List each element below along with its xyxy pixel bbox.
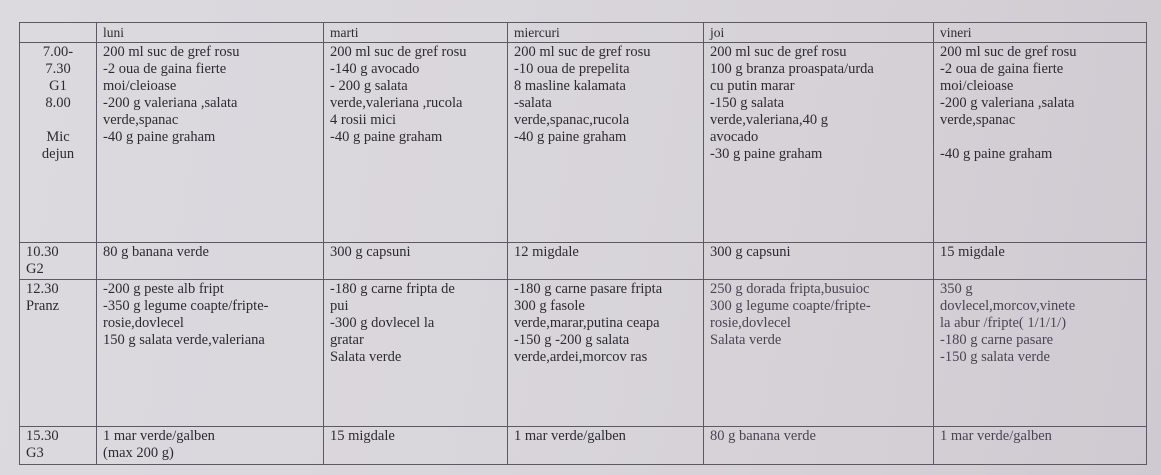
meal-cell: 200 ml suc de gref rosu -140 g avocado - 200 g salata verde,valeriana ,rucola 4 rosii mici -40 g paine graham [324,43,508,243]
meal-cell: 15 migdale [934,243,1147,280]
day-header: vineri [934,23,1147,43]
meal-cell: 1 mar verde/galben [508,427,704,465]
meal-cell: 200 ml suc de gref rosu 100 g branza proaspata/urda cu putin marar -150 g salata verde,valeriana,40 g avocado -30 g paine graham [704,43,934,243]
time-label: 15.30 G3 [20,427,97,465]
time-label: 7.00- 7.30 G1 8.00 Mic dejun [20,43,97,243]
meal-cell: 200 ml suc de gref rosu -10 oua de prepelita 8 masline kalamata -salata verde,spanac,rucola -40 g paine graham [508,43,704,243]
meal-cell: -180 g carne fripta de pui -300 g dovlecel la gratar Salata verde [324,280,508,427]
meal-cell: 1 mar verde/galben (max 200 g) [97,427,324,465]
day-header: marti [324,23,508,43]
time-label: 12.30 Pranz [20,280,97,427]
header-row [20,23,1147,43]
meal-cell: 250 g dorada fripta,busuioc 300 g legume coapte/fripte- rosie,dovlecel Salata verde [704,280,934,427]
corner-cell [20,23,97,43]
meal-row-breakfast [20,43,1147,243]
meal-row-snack-2 [20,427,1147,465]
meal-cell: 300 g capsuni [324,243,508,280]
time-label: 10.30 G2 [20,243,97,280]
meal-row-snack-1 [20,243,1147,280]
meal-cell: 80 g banana verde [97,243,324,280]
day-header: miercuri [508,23,704,43]
meal-cell: 15 migdale [324,427,508,465]
meal-cell: -200 g peste alb fript -350 g legume coapte/fripte- rosie,dovlecel 150 g salata verde,valeriana [97,280,324,427]
day-header: joi [704,23,934,43]
meal-cell: 12 migdale [508,243,704,280]
meal-plan-table [19,22,1147,465]
meal-cell: 80 g banana verde [704,427,934,465]
meal-cell: 300 g capsuni [704,243,934,280]
meal-cell: 1 mar verde/galben [934,427,1147,465]
meal-row-lunch [20,280,1147,427]
meal-cell: 200 ml suc de gref rosu -2 oua de gaina fierte moi/cleioase -200 g valeriana ,salata verde,spanac -40 g paine graham [97,43,324,243]
day-header: luni [97,23,324,43]
meal-cell: 200 ml suc de gref rosu -2 oua de gaina fierte moi/cleioase -200 g valeriana ,salata verde,spanac -40 g paine graham [934,43,1147,243]
meal-cell: -180 g carne pasare fripta 300 g fasole verde,marar,putina ceapa -150 g -200 g salata verde,ardei,morcov ras [508,280,704,427]
meal-cell: 350 g dovlecel,morcov,vinete la abur /fripte( 1/1/1/) -180 g carne pasare -150 g salata verde [934,280,1147,427]
